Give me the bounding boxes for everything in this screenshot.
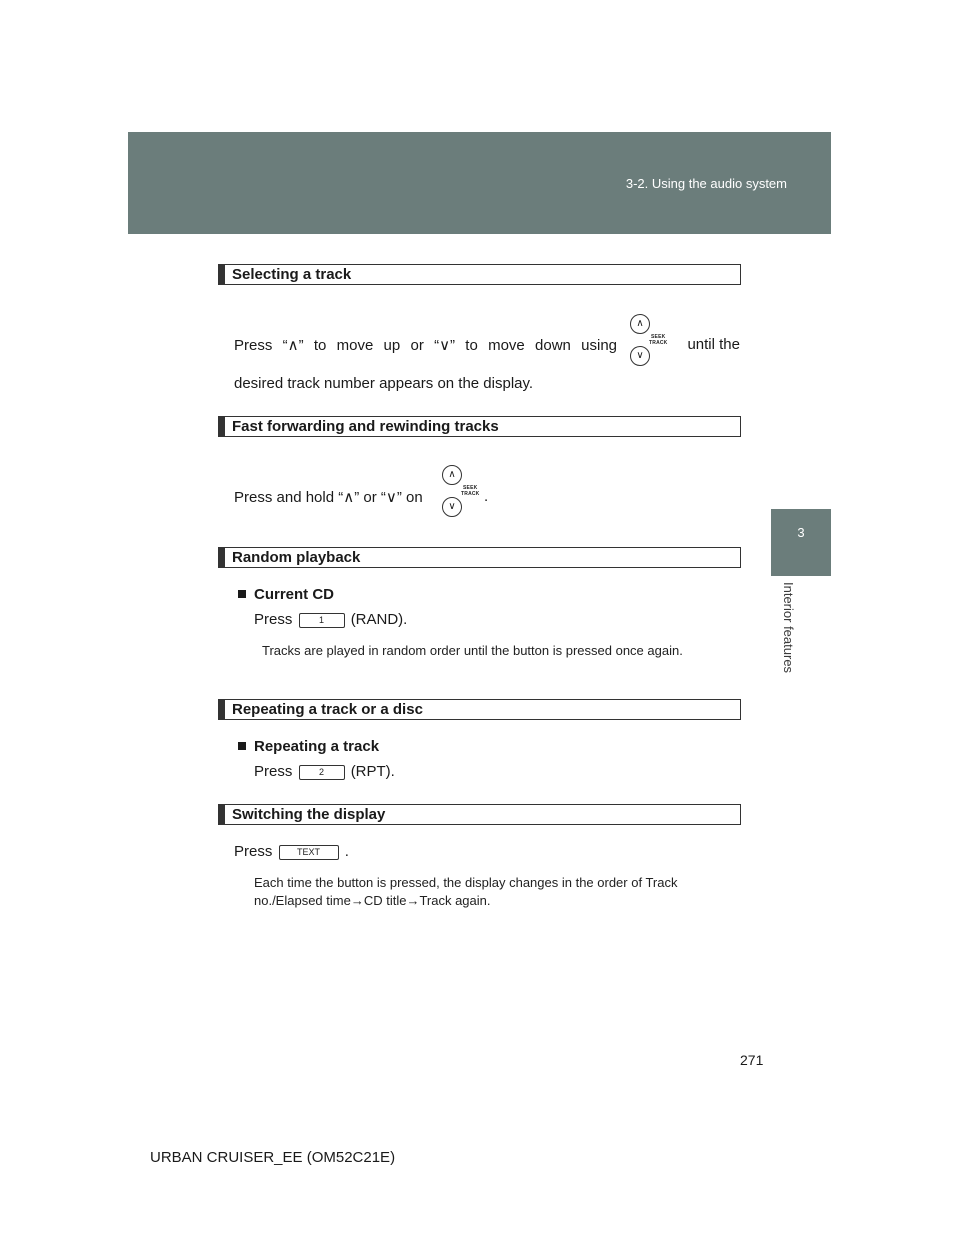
seek-label-bottom: TRACK: [649, 340, 668, 346]
press-text: Press: [254, 763, 293, 780]
after-text: (RAND).: [350, 611, 408, 628]
section-title: Selecting a track: [232, 266, 352, 283]
random-press-line: [254, 611, 407, 628]
press-text: Press: [254, 611, 293, 628]
section-marker: [219, 548, 225, 567]
bullet-repeating-track: [238, 738, 379, 755]
key-1-icon: 1: [299, 613, 345, 628]
seek-track-icon: [630, 314, 674, 368]
display-press-line: [234, 843, 349, 860]
seek-label-top: SEEK: [651, 334, 666, 340]
section-header-selecting: [218, 264, 741, 285]
page-number: 271: [740, 1052, 764, 1068]
display-note: Each time the button is pressed, the display changes in the order of Track no./Elapsed time→CD title→Track again.: [254, 875, 678, 908]
after-text: (RPT).: [350, 763, 395, 780]
key-2-icon: 2: [299, 765, 345, 780]
section-marker: [219, 805, 225, 824]
selecting-line2: desired track number appears on the display.: [234, 375, 534, 392]
section-header-fast: [218, 416, 741, 437]
after-text: .: [344, 843, 349, 860]
chapter-label: Interior features: [781, 582, 796, 674]
seek-label-bottom: TRACK: [461, 491, 480, 497]
fast-line: Press and hold “∧” or “∨” on: [234, 489, 423, 506]
seek-up-icon: ∧: [630, 314, 650, 334]
seek-label-top: SEEK: [463, 485, 478, 491]
fast-line-end: .: [484, 488, 489, 505]
bullet-square-icon: [238, 590, 246, 598]
bullet-current-cd: [238, 586, 334, 603]
selecting-line1-end: until the: [687, 336, 740, 353]
seek-track-icon: [442, 465, 489, 519]
seek-down-icon: ∨: [630, 346, 650, 366]
seek-up-icon: ∧: [442, 465, 462, 485]
section-marker: [219, 417, 225, 436]
bullet-square-icon: [238, 742, 246, 750]
seek-down-icon: ∨: [442, 497, 462, 517]
header-band: [128, 132, 831, 234]
bullet-text: Repeating a track: [254, 738, 380, 755]
chapter-tab: [771, 509, 831, 576]
selecting-line1: Press “∧” to move up or “∨” to move down using: [234, 337, 617, 354]
section-title: Switching the display: [232, 806, 386, 823]
section-header-display: [218, 804, 741, 825]
key-text-icon: TEXT: [279, 845, 339, 860]
document-footer: URBAN CRUISER_EE (OM52C21E): [150, 1149, 396, 1166]
section-title: Random playback: [232, 549, 361, 566]
breadcrumb: 3-2. Using the audio system: [625, 176, 787, 191]
section-header-repeat: [218, 699, 741, 720]
press-text: Press: [234, 843, 273, 860]
section-title: Fast forwarding and rewinding tracks: [232, 418, 499, 435]
random-note: Tracks are played in random order until the button is pressed once again.: [262, 643, 683, 658]
section-marker: [219, 265, 225, 284]
bullet-text: Current CD: [254, 586, 335, 603]
section-marker: [219, 700, 225, 719]
section-title: Repeating a track or a disc: [232, 701, 423, 718]
chapter-number: 3: [797, 525, 805, 540]
section-header-random: [218, 547, 741, 568]
repeat-press-line: [254, 763, 395, 780]
